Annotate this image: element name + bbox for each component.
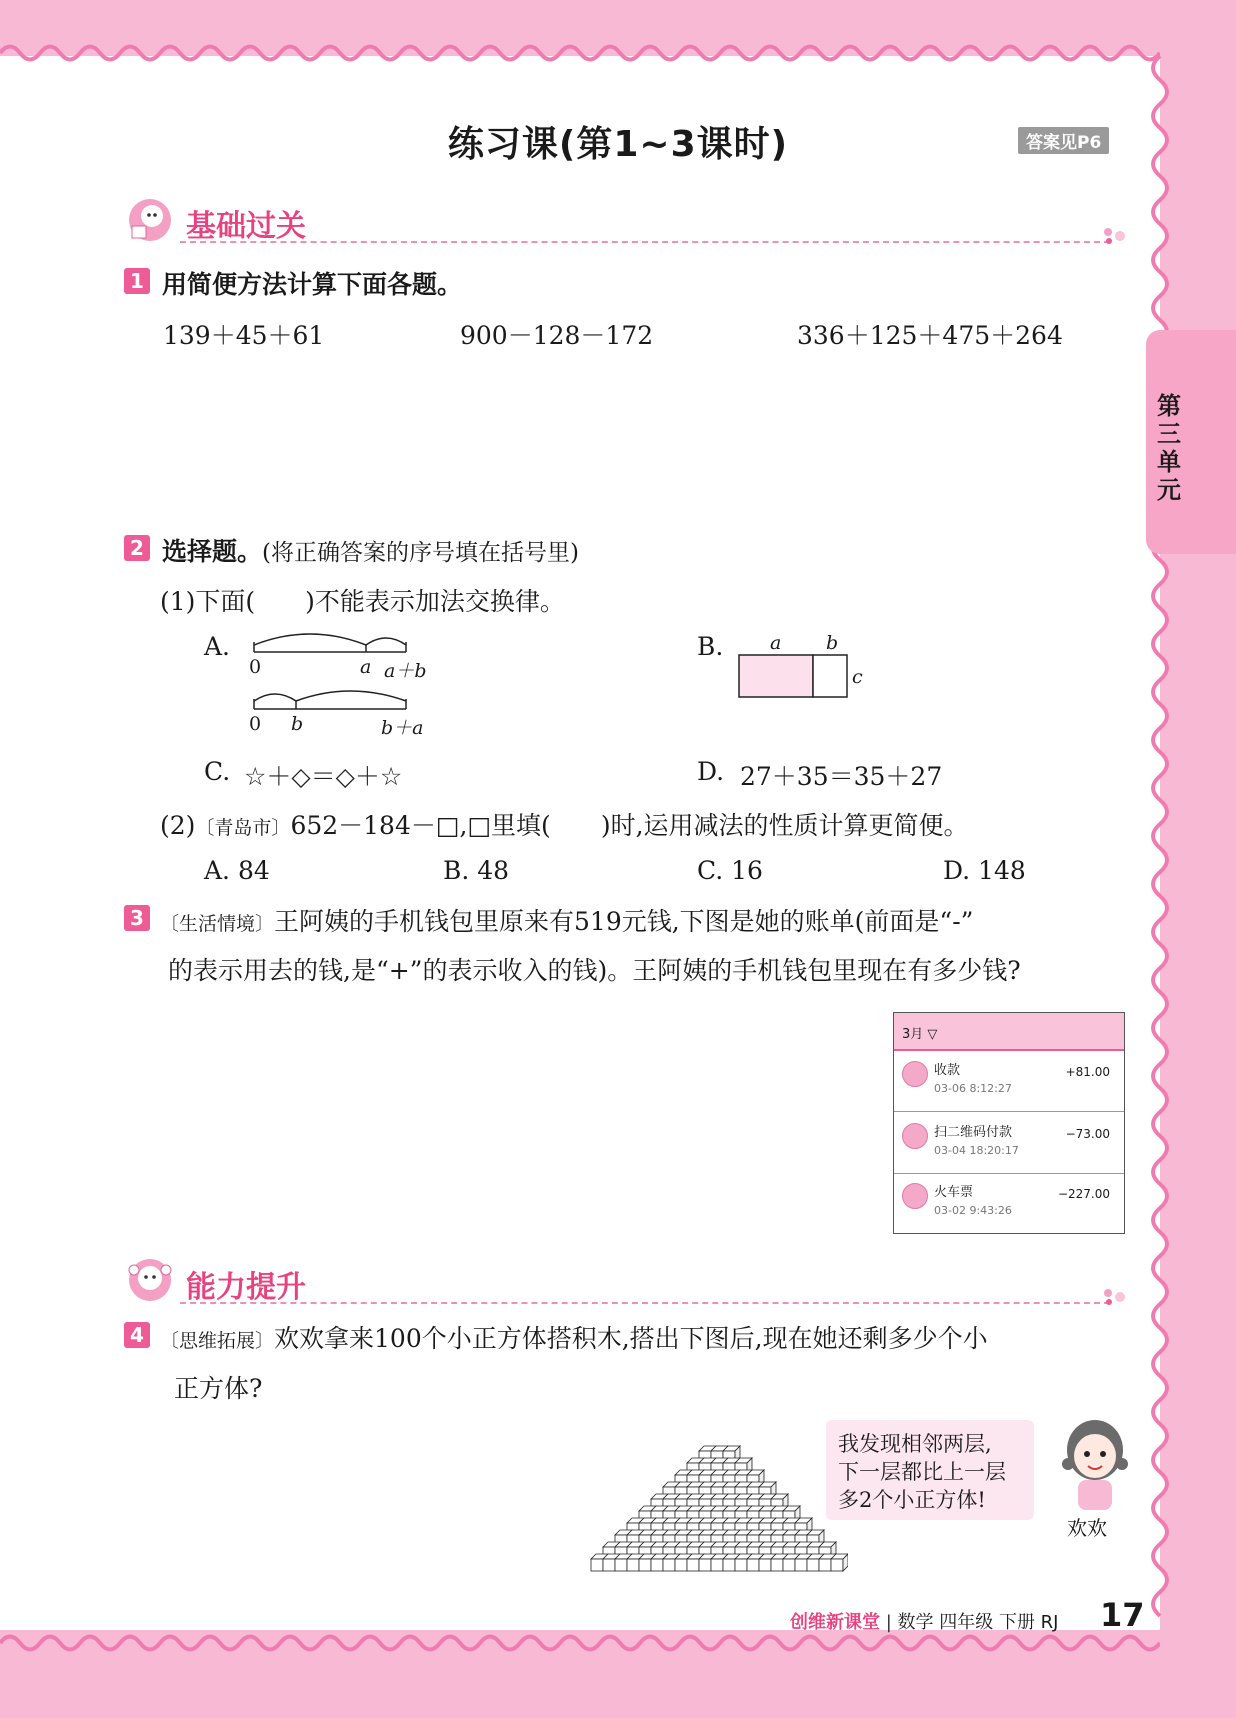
bill-month: 3月 ▽ [902, 1027, 938, 1042]
footer-brand: 创维新课堂 [790, 1612, 880, 1633]
page-number: 17 [1100, 1596, 1145, 1634]
section-mascot-icon [124, 196, 176, 244]
cube [627, 1559, 639, 1571]
cube [675, 1559, 687, 1571]
line2-end: b＋a [381, 717, 424, 739]
option-a-label: A. [204, 632, 231, 661]
bubble-line: 下一层都比上一层 [838, 1460, 1006, 1484]
question-4-line2: 正方体? [174, 1374, 263, 1403]
cube [603, 1559, 615, 1571]
question-3-line2: 的表示用去的钱,是“+”的表示收入的钱)。王阿姨的手机钱包里现在有多少钱? [168, 956, 1021, 985]
money-bag-icon [902, 1061, 928, 1087]
bill-item-time: 03-04 18:20:17 [934, 1144, 1019, 1157]
rect-label-a: a [770, 632, 782, 654]
bill-item-time: 03-06 8:12:27 [934, 1082, 1012, 1095]
sub2-option: A. 84 [204, 856, 270, 885]
page-title: 练习课(第1~3课时) [447, 124, 789, 165]
question-2-title: 选择题。 [162, 537, 263, 566]
cube [759, 1559, 771, 1571]
top-wavy-border [0, 40, 1160, 66]
right-wavy-border [1140, 56, 1180, 1630]
sub-question-2 [160, 806, 969, 842]
section-divider [180, 241, 1110, 243]
bill-row [894, 1051, 1124, 1112]
bill-header [894, 1013, 1124, 1051]
cube-pyramid-figure [586, 1445, 848, 1583]
section-basic-title: 基础过关 [186, 209, 306, 244]
dots-decoration-icon [1100, 1287, 1130, 1307]
cube [591, 1559, 603, 1571]
sub-question-1-stem: (1)下面( )不能表示加法交换律。 [160, 587, 565, 616]
girl-character-icon [1060, 1414, 1130, 1514]
rect-label-b: b [826, 632, 839, 654]
train-icon [902, 1183, 928, 1209]
line2-mid: b [291, 713, 304, 735]
question-3-line1 [160, 902, 973, 938]
bill-item-name: 火车票 [934, 1185, 974, 1200]
question-4-text1: 欢欢拿来100个小正方体搭积木,搭出下图后,现在她还剩多少个小 [274, 1324, 988, 1353]
line1-end: a＋b [384, 660, 427, 682]
qr-code-icon [902, 1123, 928, 1149]
bill-item-amount: −73.00 [1065, 1127, 1110, 1141]
option-c-label: C. [204, 757, 231, 786]
calc-item: 900－128－172 [460, 321, 654, 350]
question-4-line1 [160, 1319, 988, 1355]
context-tag: 〔生活情境〕 [160, 913, 275, 935]
cube [651, 1559, 663, 1571]
sub-question-2-stem: 652－184－□,□里填( )时,运用减法的性质计算更简便。 [290, 811, 969, 840]
sub-question-2-number: (2) [160, 811, 196, 840]
option-d-text: 27＋35＝35＋27 [740, 762, 943, 791]
question-2-note: (将正确答案的序号填在括号里) [262, 540, 579, 566]
sub2-option: B. 48 [443, 856, 510, 885]
speech-bubble [826, 1420, 1034, 1520]
line1-start: 0 [249, 656, 262, 678]
cube [687, 1559, 699, 1571]
bill-item-time: 03-02 9:43:26 [934, 1204, 1012, 1217]
bill-item-amount: +81.00 [1065, 1065, 1110, 1079]
cube [699, 1559, 711, 1571]
cube [747, 1559, 759, 1571]
rectangle-diagram [738, 654, 850, 700]
line1-mid: a [360, 656, 372, 678]
cube [711, 1559, 723, 1571]
sub2-option: D. 148 [943, 856, 1026, 885]
option-c-text: ☆＋◇＝◇＋☆ [244, 762, 403, 791]
question-number: 2 [124, 535, 150, 561]
region-tag: 〔青岛市〕 [195, 817, 291, 839]
footer-info: 数学 四年级 下册 RJ [897, 1612, 1059, 1633]
question-3-text1: 王阿姨的手机钱包里原来有519元钱,下图是她的账单(前面是“-” [274, 907, 974, 936]
bill-row [894, 1113, 1124, 1174]
bubble-line: 我发现相邻两层, [838, 1432, 992, 1456]
cube [771, 1559, 783, 1571]
unit-side-label: 第三单元 [1157, 392, 1181, 504]
cube [639, 1559, 651, 1571]
option-b-label: B. [697, 632, 724, 661]
answer-reference: 答案见P6 [1018, 127, 1109, 154]
cube [807, 1559, 819, 1571]
cube [783, 1559, 795, 1571]
cube [795, 1559, 807, 1571]
bill-row [894, 1173, 1124, 1233]
cube [831, 1559, 843, 1571]
question-number: 3 [124, 905, 150, 931]
sub2-option: C. 16 [697, 856, 763, 885]
bill-item-name: 扫二维码付款 [934, 1125, 1013, 1140]
dots-decoration-icon [1100, 226, 1130, 246]
cube [663, 1559, 675, 1571]
section-mascot-icon [124, 1256, 176, 1304]
character-name: 欢欢 [1067, 1516, 1107, 1540]
calc-item: 139＋45＋61 [163, 321, 325, 350]
cube [615, 1559, 627, 1571]
line2-start: 0 [249, 713, 262, 735]
section-divider [180, 1302, 1110, 1304]
cube [735, 1559, 747, 1571]
question-2-prompt [162, 532, 579, 568]
option-d-label: D. [697, 757, 725, 786]
question-number: 1 [124, 268, 150, 294]
section-advanced-title: 能力提升 [186, 1270, 306, 1305]
question-number: 4 [124, 1322, 150, 1348]
wallet-bill [893, 1012, 1125, 1234]
bubble-line: 多2个小正方体! [838, 1488, 986, 1512]
bill-item-amount: −227.00 [1057, 1187, 1110, 1201]
question-1-prompt: 用简便方法计算下面各题。 [162, 270, 463, 299]
footer: 创维新课堂 | 数学 四年级 下册 RJ [790, 1612, 1059, 1633]
cube [819, 1559, 831, 1571]
rect-label-c: c [852, 666, 863, 688]
bill-item-name: 收款 [934, 1063, 961, 1078]
calc-item: 336＋125＋475＋264 [797, 321, 1063, 350]
cube [723, 1559, 735, 1571]
context-tag: 〔思维拓展〕 [160, 1330, 275, 1352]
